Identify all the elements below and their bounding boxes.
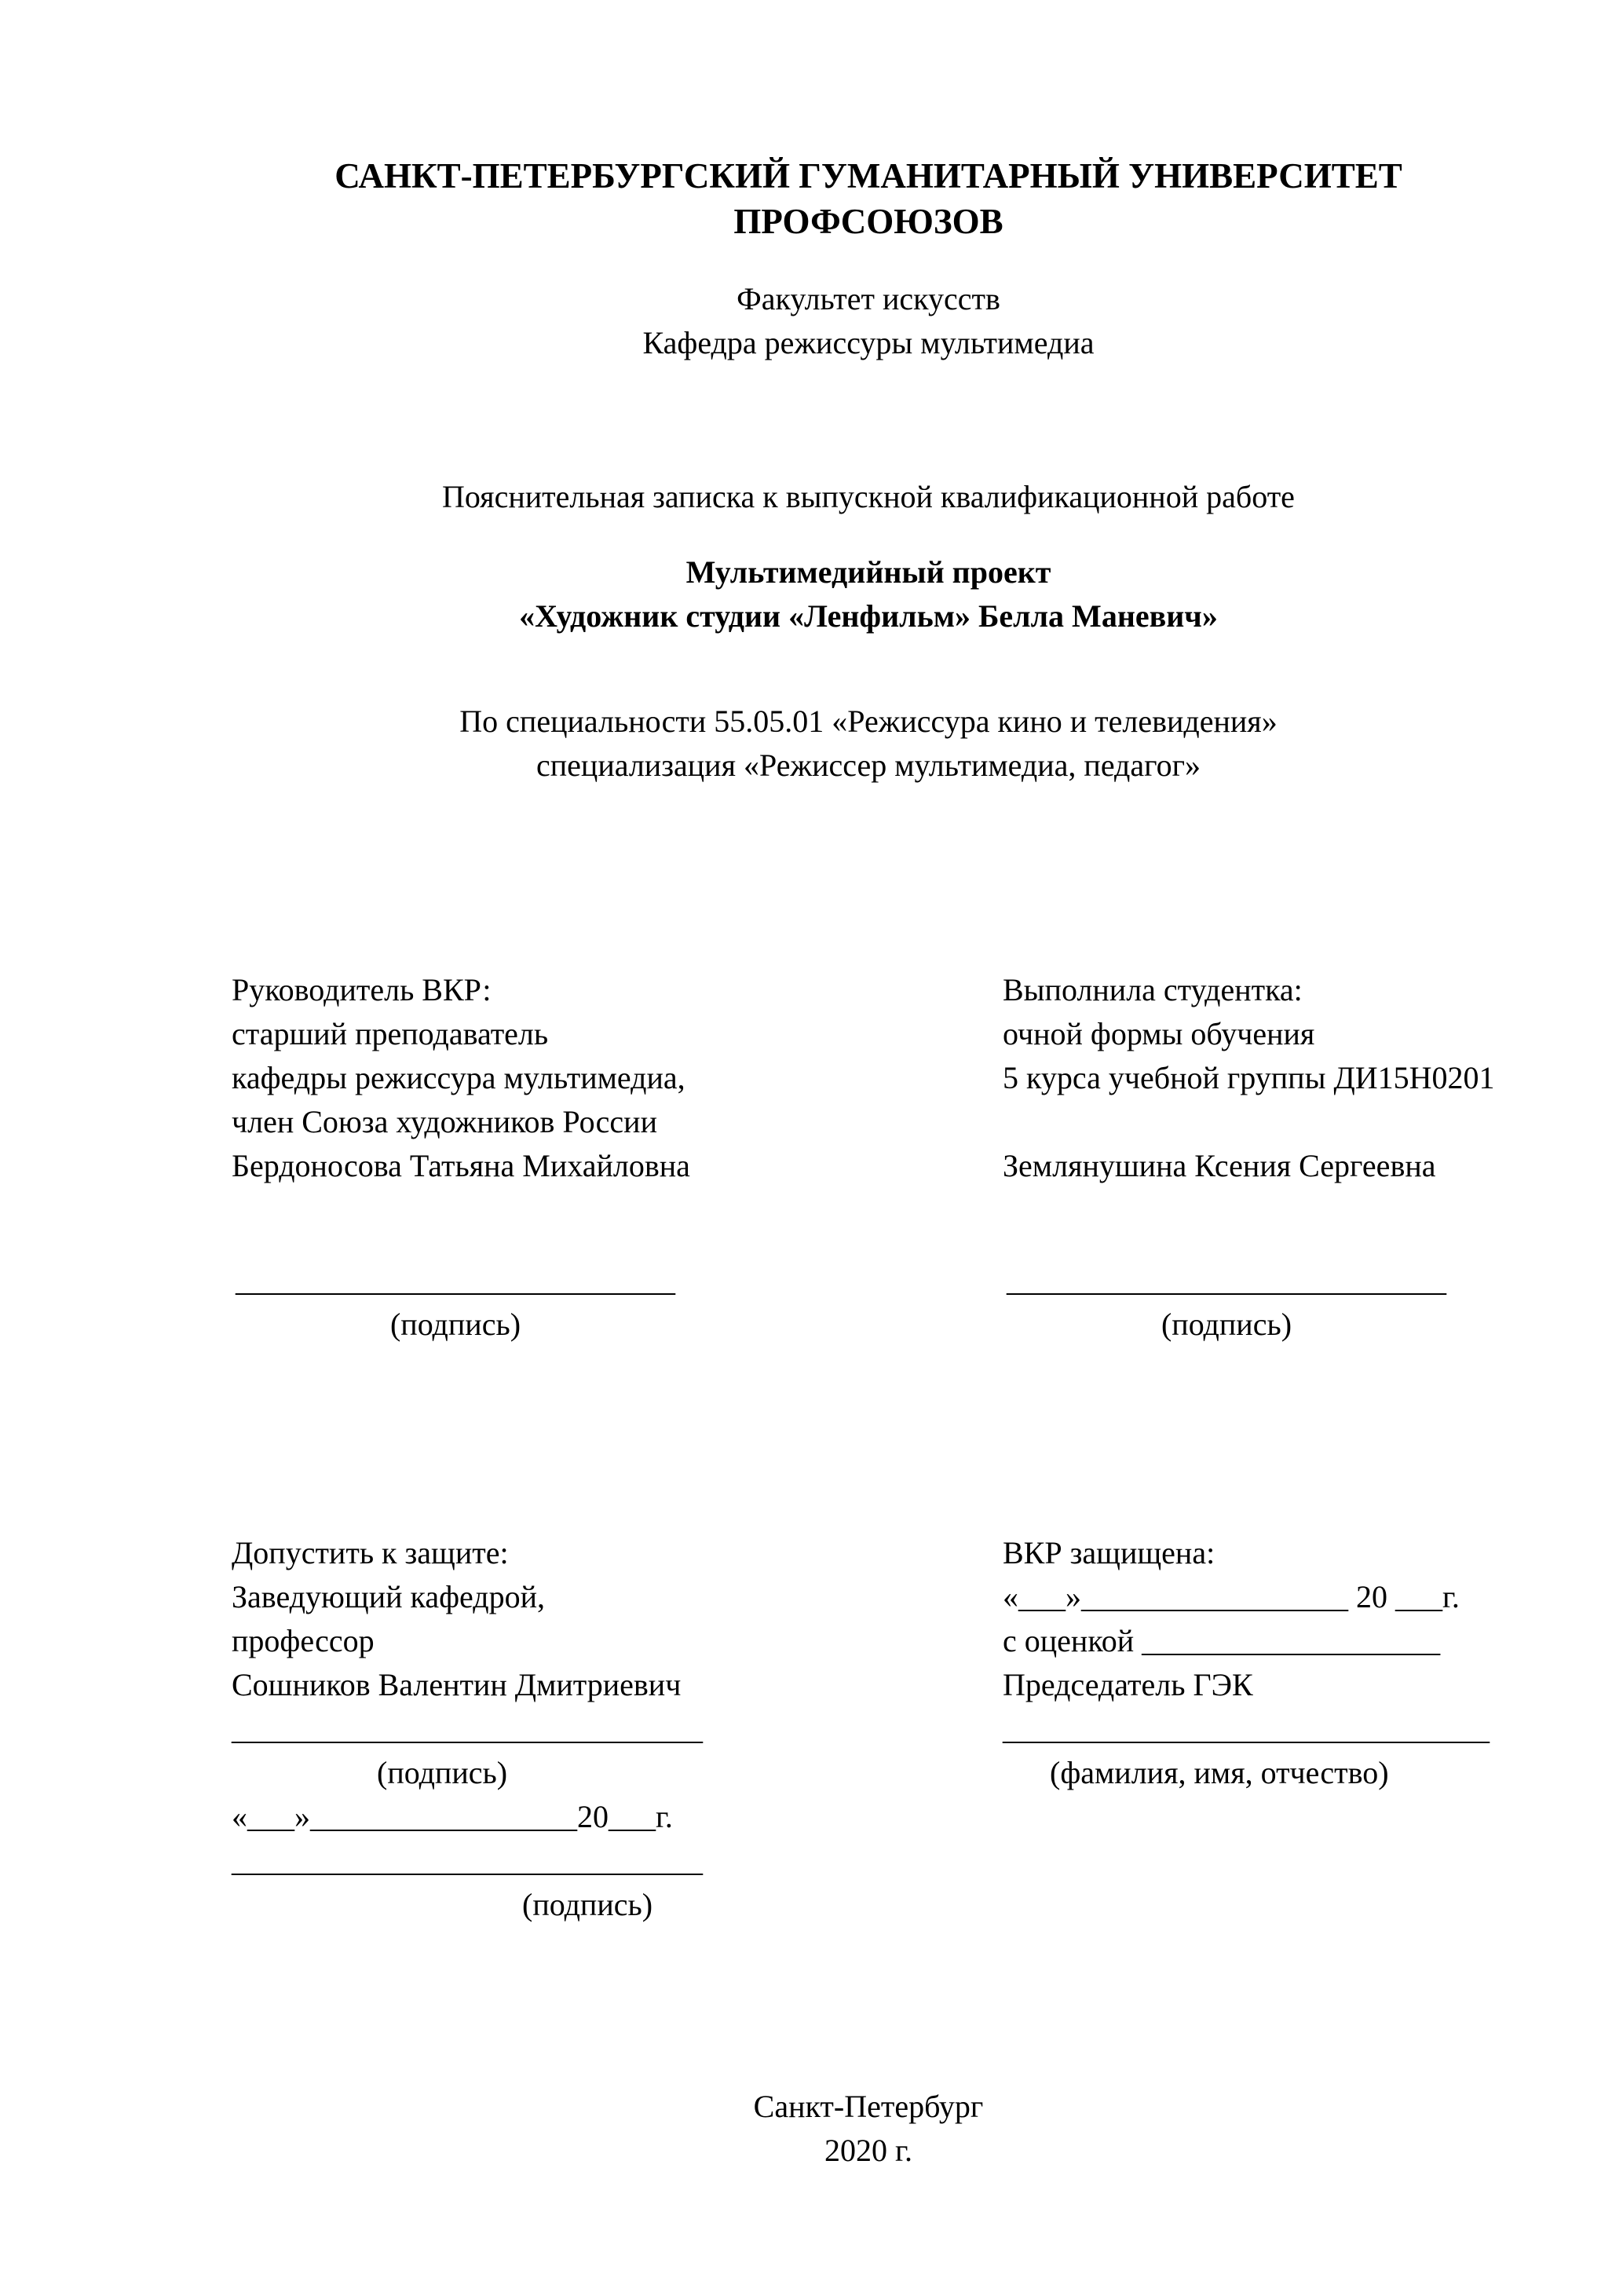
supervisor-name: Бердоносова Татьяна Михайловна [232,1148,690,1183]
supervisor-position: старший преподаватель [232,1016,549,1051]
specialty-line: По специальности 55.05.01 «Режиссура кино и телевидения» [459,704,1278,739]
supervisor-signature-label: (подпись) [389,1307,521,1342]
project-title-line1: Мультимедийный проект [685,554,1051,590]
supervisor-signature-line: ____________________________ [236,1263,675,1298]
header-section [232,153,1505,788]
supervisor-student-section [232,968,1505,1188]
year: 2020 г. [824,2133,912,2168]
specialization-line: специализация «Режиссер мультимедиа, педагог» [536,748,1201,783]
supervisor-signature-box [232,1259,679,1347]
project-title-line2: «Художник студии «Ленфильм» Белла Маневич» [519,598,1218,634]
city: Санкт-Петербург [753,2089,984,2124]
student-group: 5 курса учебной группы ДИ15Н0201 [1003,1060,1495,1095]
student-signature-label: (подпись) [1161,1307,1292,1342]
defense-signature-line: _______________________________ [1003,1711,1490,1746]
defense-date-line: «___»_________________ 20 ___г. [1003,1579,1460,1614]
blank-line [1003,1100,1505,1144]
admission-date-line: «___»_________________20___г. [232,1799,673,1834]
admission-signature-label-1: (подпись) [377,1755,508,1790]
student-block [1003,968,1505,1188]
supervisor-role: Руководитель ВКР: [232,972,492,1007]
defense-chair-line: Председатель ГЭК [1003,1667,1253,1702]
admission-position: Заведующий кафедрой, [232,1579,546,1614]
student-signature-box [1003,1259,1450,1347]
defense-heading: ВКР защищена: [1003,1535,1215,1570]
defense-signature-label: (фамилия, имя, отчество) [1050,1755,1389,1790]
admission-block [232,1531,1003,1927]
student-name: Землянушина Ксения Сергеевна [1003,1148,1436,1183]
admission-signature-line-2: ______________________________ [232,1843,703,1878]
university-name: САНКТ-ПЕТЕРБУРГСКИЙ ГУМАНИТАРНЫЙ УНИВЕРСИТЕТ ПРОФСОЮЗОВ [334,156,1402,241]
signature-row [232,1259,1505,1347]
work-type: Пояснительная записка к выпускной квалификационной работе [442,479,1295,514]
defense-grade-line: с оценкой ___________________ [1003,1623,1441,1658]
admission-name: Сошников Валентин Дмитриевич [232,1667,682,1702]
supervisor-department: кафедры режиссура мультимедиа, [232,1060,685,1095]
supervisor-signature-cell [232,1259,1003,1347]
student-signature-line: ____________________________ [1007,1263,1446,1298]
admission-heading: Допустить к защите: [232,1535,509,1570]
footer-section [232,2085,1505,2173]
faculty-name: Факультет искусств [737,281,1000,316]
admission-defense-section [232,1531,1505,1927]
admission-signature-label-2: (подпись) [522,1887,653,1922]
supervisor-block [232,968,1003,1188]
student-study-form: очной формы обучения [1003,1016,1315,1051]
student-signature-cell [1003,1259,1505,1347]
student-role: Выполнила студентка: [1003,972,1303,1007]
supervisor-membership: член Союза художников России [232,1104,657,1139]
defense-block [1003,1531,1505,1927]
department-name: Кафедра режиссуры мультимедиа [642,325,1095,360]
admission-signature-line-1: ______________________________ [232,1711,703,1746]
admission-rank: профессор [232,1623,375,1658]
